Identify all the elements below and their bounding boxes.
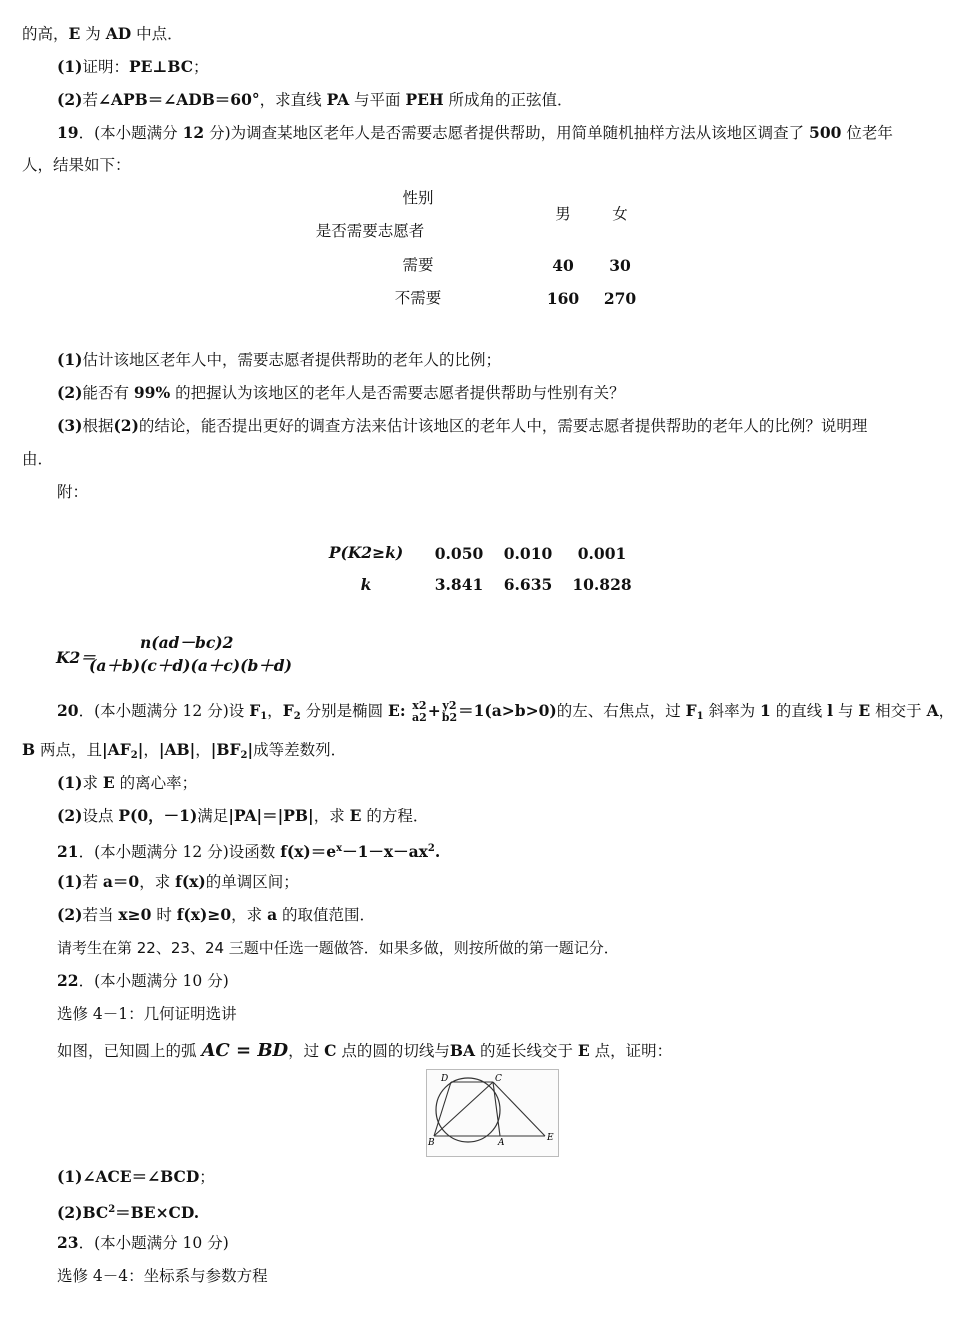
ptable-cell: 0.050 (434, 544, 484, 563)
p18-line1: 的高，E 为 AD 中点． (22, 24, 183, 43)
table-row-label: 需要 (402, 256, 434, 274)
tangent-CE (493, 1082, 545, 1136)
p21-q2: (2)若当 x≥0 时 f(x)≥0，求 a 的取值范围． (57, 905, 376, 924)
p19-q3-cont: 由． (22, 450, 54, 468)
p19-line1: 19．(本小题满分 12 分)为调查某地区老年人是否需要志愿者提供帮助，用简单随机抽样方法从该地区调查了 500 位老年 (57, 123, 893, 142)
p18-q1: (1)证明：PE⊥BC； (57, 57, 209, 76)
table-cell: 270 (603, 289, 637, 308)
circle (436, 1078, 500, 1142)
p20-q1: (1)求 E 的离心率； (57, 773, 198, 792)
p20-line2: B 两点，且$|AF_2|$，|AB|，$|BF_2|$成等差数列． (22, 740, 347, 761)
x-fraction: x2 a2 (411, 699, 427, 724)
ptable-header-label: P(K2≥k) (328, 543, 404, 562)
p19-line2: 人，结果如下： (22, 156, 131, 174)
p23-line1: 23．(本小题满分 10 分) (57, 1233, 229, 1252)
label-B: B (428, 1138, 435, 1148)
p21-q1: (1)若 a＝0，求 f(x)的单调区间； (57, 872, 299, 891)
ptable-k-label: k (360, 575, 372, 594)
circle-tangent-diagram (427, 1070, 558, 1156)
formula-numerator: n(ad－bc)2 (140, 633, 234, 652)
ptable-cell: 0.010 (503, 544, 553, 563)
ptable-cell: 0.001 (577, 544, 627, 563)
table-row-label: 不需要 (394, 289, 442, 307)
p22-q2: $(2)BC^2=BE\times CD$. (57, 1203, 200, 1222)
label-E: E (547, 1133, 554, 1143)
p19-q1: (1)估计该地区老年人中，需要志愿者提供帮助的老年人的比例； (57, 350, 501, 369)
p19-appendix: 附： (57, 483, 89, 501)
table-corner-bottom: 是否需要志愿者 (315, 222, 425, 240)
p22-q1: (1)∠ACE＝∠BCD； (57, 1167, 215, 1186)
p20-line1: 20．(本小题满分 12 分)设 $F_1$，$F_2$ 分别是椭圆 E: x2 a2 + y2 b2 ＝1(a>b>0)的左、右焦点，过 $F_1$ 斜率为 1 的直线 l 与 E 相交于 A， (57, 699, 954, 724)
p21-line1: 21．(本小题满分 12 分)设函数 $f(x)=e^x-1-x-ax^2$. (57, 842, 441, 861)
table-cell: 30 (609, 256, 631, 275)
p22-intro: 如图，已知圆上的弧 AC = BD，过 C 点的圆的切线与BA 的延长线交于 E 点，证明： (57, 1040, 673, 1061)
geometry-figure (426, 1069, 559, 1157)
table-col-male: 男 (555, 205, 571, 223)
p22-line1: 22．(本小题满分 10 分) (57, 971, 229, 990)
p19-q3: (3)根据(2)的结论，能否提出更好的调查方法来估计该地区的老年人中，需要志愿者提供帮助的老年人的比例？说明理 (57, 416, 868, 435)
p20-q2: (2)设点 P(0，－1)满足|PA|＝|PB|，求 E 的方程． (57, 806, 429, 825)
table-cell: 160 (546, 289, 580, 308)
y-fraction: y2 b2 (441, 699, 458, 724)
table-cell: 40 (552, 256, 574, 275)
notice: 请考生在第 22、23、24 三题中任选一题做答．如果多做，则按所做的第一题记分． (57, 939, 619, 957)
table-corner-top: 性别 (402, 189, 434, 207)
p19-q2: (2)能否有 99% 的把握认为该地区的老年人是否需要志愿者提供帮助与性别有关？ (57, 383, 625, 402)
ptable-cell: 10.828 (572, 575, 632, 594)
label-D: D (441, 1074, 449, 1084)
label-A: A (498, 1138, 505, 1148)
ptable-cell: 3.841 (434, 575, 484, 594)
formula-denominator: (a＋b)(c＋d)(a＋c)(b＋d) (89, 656, 292, 675)
p18-q2: (2)若∠APB＝∠ADB＝60°，求直线 PA 与平面 PEH 所成角的正弦值． (57, 90, 573, 109)
ptable-cell: 6.635 (503, 575, 553, 594)
formula-lhs: K2＝ (56, 648, 96, 667)
p23-elective: 选修 4－4：坐标系与参数方程 (57, 1267, 268, 1285)
table-col-female: 女 (612, 205, 628, 223)
label-C: C (495, 1074, 502, 1084)
p22-elective: 选修 4－1：几何证明选讲 (57, 1005, 237, 1023)
